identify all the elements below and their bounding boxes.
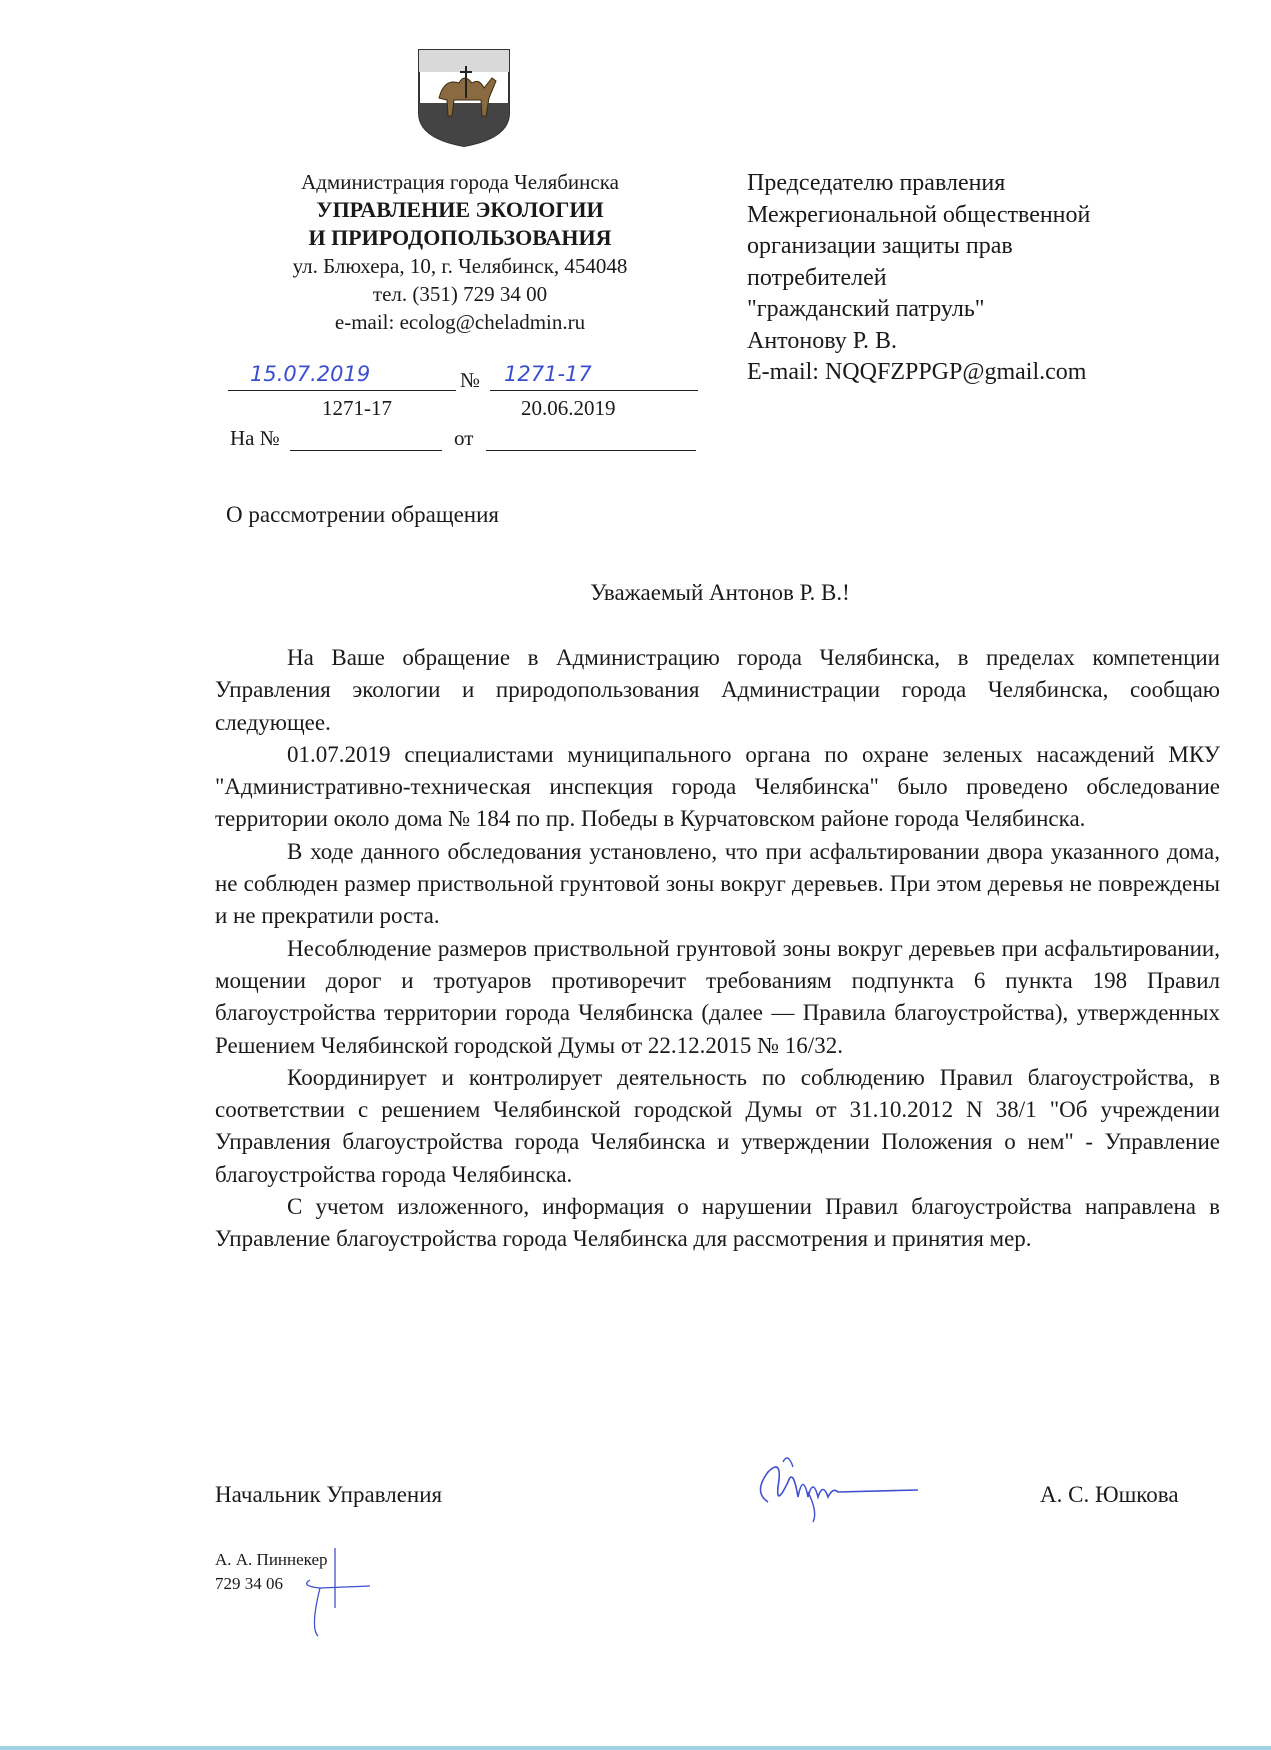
administration-name: Администрация города Челябинска bbox=[301, 170, 619, 194]
body-paragraph: Координирует и контролирует деятельность по соблюдению Правил благоустройства, в соответствии с решением Челябинской городской Думы от 31.10.2012 N 38/1 "Об учреждении Управления благоустройства города Челябинска и утверждении Положения о нем" - Управление благоустройства города Челябинска. bbox=[215, 1064, 1220, 1187]
executor-initials-signature bbox=[290, 1548, 380, 1638]
executor-name: А. А. Пиннекер bbox=[215, 1550, 328, 1569]
handwritten-date: 15.07.2019 bbox=[250, 362, 371, 386]
handwritten-number: 1271-17 bbox=[504, 362, 592, 386]
number-label: № bbox=[460, 368, 481, 392]
ref-date: 20.06.2019 bbox=[521, 396, 616, 420]
recipient-line: организации защиты прав bbox=[747, 233, 1013, 259]
executor-phone: 729 34 06 bbox=[215, 1574, 283, 1593]
recipient-block bbox=[747, 168, 1090, 389]
date-field bbox=[228, 362, 456, 391]
recipient-line: Антонову Р. В. bbox=[747, 327, 898, 354]
body-paragraph: Несоблюдение размеров приствольной грунтовой зоны вокруг деревьев при асфальтировании, мощении дорог и тротуаров противоречит требованиям подпункта 6 пункта 198 Правил благоустройства территории города Челябинска (далее — Правила благоустройства), утвержденных Решением Челябинской городской Думы от 22.12.2015 № 16/32. bbox=[215, 935, 1220, 1058]
address: ул. Блюхера, 10, г. Челябинск, 454048 bbox=[292, 254, 628, 278]
recipient-line: Межрегиональной общественной bbox=[747, 201, 1091, 228]
ref-number: 1271-17 bbox=[322, 396, 392, 420]
in-reply-label: На № bbox=[230, 426, 280, 450]
from-label: от bbox=[454, 426, 474, 450]
email: e-mail: ecolog@cheladmin.ru bbox=[334, 310, 586, 334]
in-reply-date-field bbox=[486, 426, 696, 451]
recipient-line: потребителей bbox=[747, 264, 887, 291]
scan-edge bbox=[0, 1746, 1271, 1750]
greeting: Уважаемый Антонов Р. В.! bbox=[590, 580, 850, 605]
letterhead bbox=[240, 168, 680, 336]
recipient-line: Председателю правления bbox=[747, 170, 1006, 196]
department-name-line1: УПРАВЛЕНИЕ ЭКОЛОГИИ bbox=[316, 197, 604, 222]
letter-body bbox=[215, 642, 1220, 1256]
signatory-position: Начальник Управления bbox=[215, 1482, 443, 1507]
recipient-email: E-mail: NQQFZPPGP@gmail.com bbox=[747, 359, 1087, 385]
handwritten-signature bbox=[748, 1452, 928, 1527]
body-paragraph: На Ваше обращение в Администрацию города Челябинска, в пределах компетенции Управления экологии и природопользования Администрации города Челябинска, сообщаю следующее. bbox=[215, 645, 1220, 735]
phone: тел. (351) 729 34 00 bbox=[372, 282, 548, 306]
subject-line: О рассмотрении обращения bbox=[226, 502, 499, 527]
recipient-line: "гражданский патруль" bbox=[747, 296, 985, 322]
in-reply-number-field bbox=[290, 426, 442, 451]
body-paragraph: В ходе данного обследования установлено, что при асфальтировании двора указанного дома, не соблюден размер приствольной грунтовой зоны вокруг деревьев. При этом деревья не повреждены и не прекратили роста. bbox=[215, 838, 1220, 929]
coat-of-arms-emblem bbox=[414, 48, 514, 148]
number-field bbox=[490, 362, 698, 391]
body-paragraph: 01.07.2019 специалистами муниципального органа по охране зеленых насаждений МКУ "Административно-техническая инспекция города Челябинска" было проведено обследование территории около дома № 184 по пр. Победы в Курчатовском районе города Челябинска. bbox=[215, 741, 1220, 832]
signatory-name: А. С. Юшкова bbox=[1040, 1482, 1179, 1507]
body-paragraph: С учетом изложенного, информация о нарушении Правил благоустройства направлена в Управление благоустройства города Челябинска для рассмотрения и принятия мер. bbox=[215, 1194, 1220, 1252]
department-name-line2: И ПРИРОДОПОЛЬЗОВАНИЯ bbox=[308, 225, 612, 250]
